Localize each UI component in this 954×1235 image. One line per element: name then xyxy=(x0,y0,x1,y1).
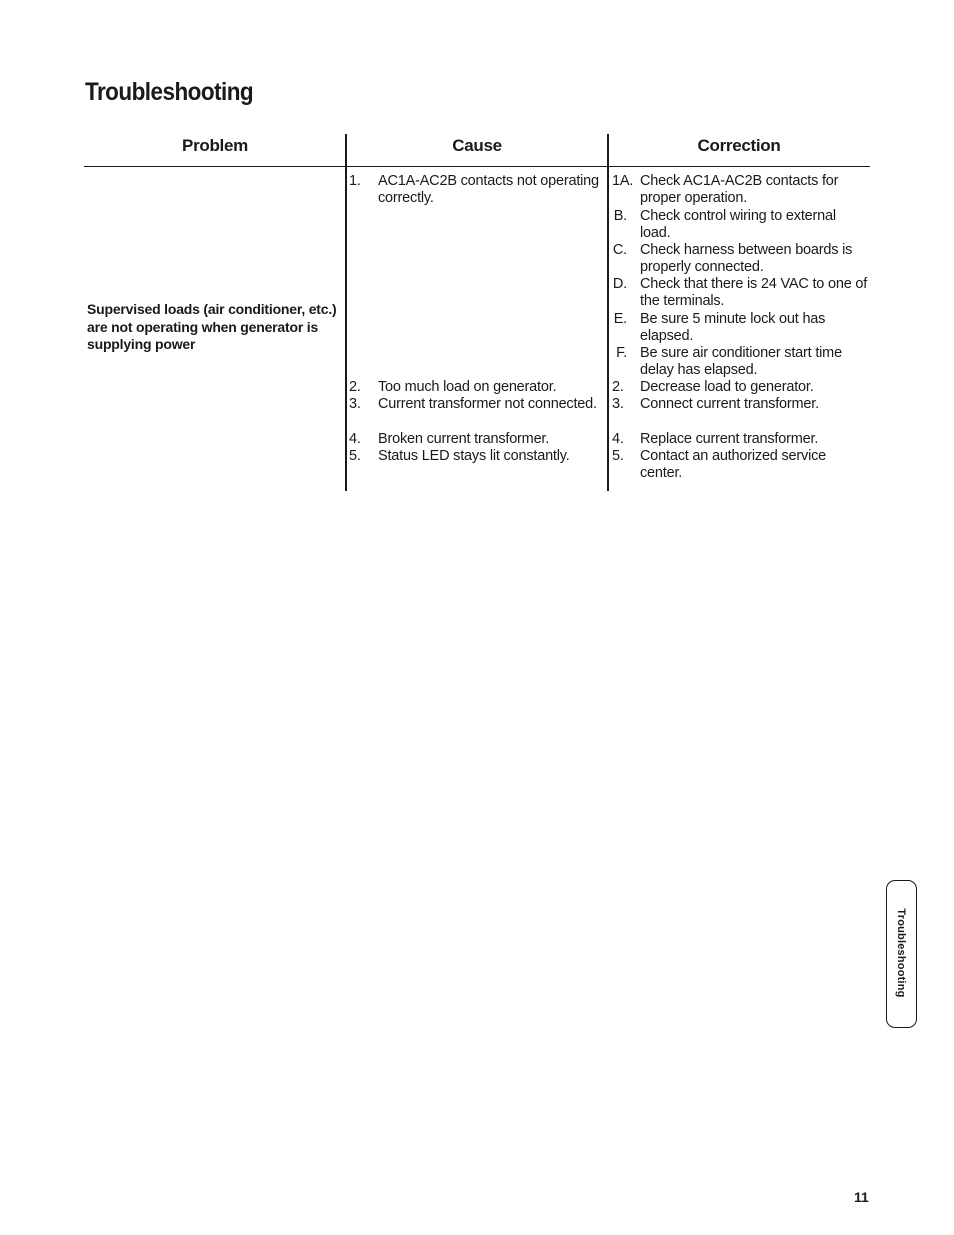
correction-text: Check that there is 24 VAC to one of the terminals. xyxy=(640,276,868,310)
cause-text: Current transformer not connected. xyxy=(378,396,597,412)
cause-number: 4. xyxy=(349,431,361,447)
correction-number: 1A. xyxy=(612,173,634,189)
correction-number: 3. xyxy=(612,396,624,412)
problem-description: Supervised loads (air conditioner, etc.) are not operating when generator is supplying power xyxy=(87,301,337,352)
column-divider-2 xyxy=(607,134,609,491)
column-divider-1 xyxy=(345,134,347,491)
cause-number: 2. xyxy=(349,379,361,395)
correction-text: Decrease load to generator. xyxy=(640,379,814,395)
correction-number: 5. xyxy=(612,448,624,464)
cause-number: 5. xyxy=(349,448,361,464)
header-cause: Cause xyxy=(452,136,502,155)
cause-text: Status LED stays lit constantly. xyxy=(378,448,570,464)
correction-text: Be sure 5 minute lock out has elapsed. xyxy=(640,311,826,345)
correction-text: Check AC1A-AC2B contacts for proper operation. xyxy=(640,173,839,207)
page-number: 11 xyxy=(854,1189,869,1205)
correction-text: Check control wiring to external load. xyxy=(640,208,836,242)
header-divider xyxy=(84,166,870,167)
correction-text: Contact an authorized service center. xyxy=(640,448,827,482)
cause-text: Broken current transformer. xyxy=(378,431,550,447)
correction-number: D. xyxy=(612,276,627,292)
cause-text: AC1A-AC2B contacts not operating correctly. xyxy=(378,173,599,207)
correction-number: B. xyxy=(613,208,627,224)
correction-number: 4. xyxy=(612,431,624,447)
header-correction: Correction xyxy=(697,136,781,155)
page-title: Troubleshooting xyxy=(85,78,254,106)
correction-number: 2. xyxy=(612,379,624,395)
cause-number: 3. xyxy=(349,396,361,412)
correction-number: C. xyxy=(612,242,627,258)
correction-number: E. xyxy=(613,311,627,327)
correction-text: Check harness between boards is properly connected. xyxy=(640,242,853,276)
cause-number: 1. xyxy=(349,173,361,189)
correction-number: F. xyxy=(616,345,627,361)
header-problem: Problem xyxy=(182,136,248,155)
correction-text: Connect current transformer. xyxy=(640,396,819,412)
section-tab-label: Troubleshooting xyxy=(895,908,907,998)
correction-text: Replace current transformer. xyxy=(640,431,819,447)
correction-text: Be sure air conditioner start time delay has elapsed. xyxy=(640,345,842,379)
cause-text: Too much load on generator. xyxy=(378,379,557,395)
